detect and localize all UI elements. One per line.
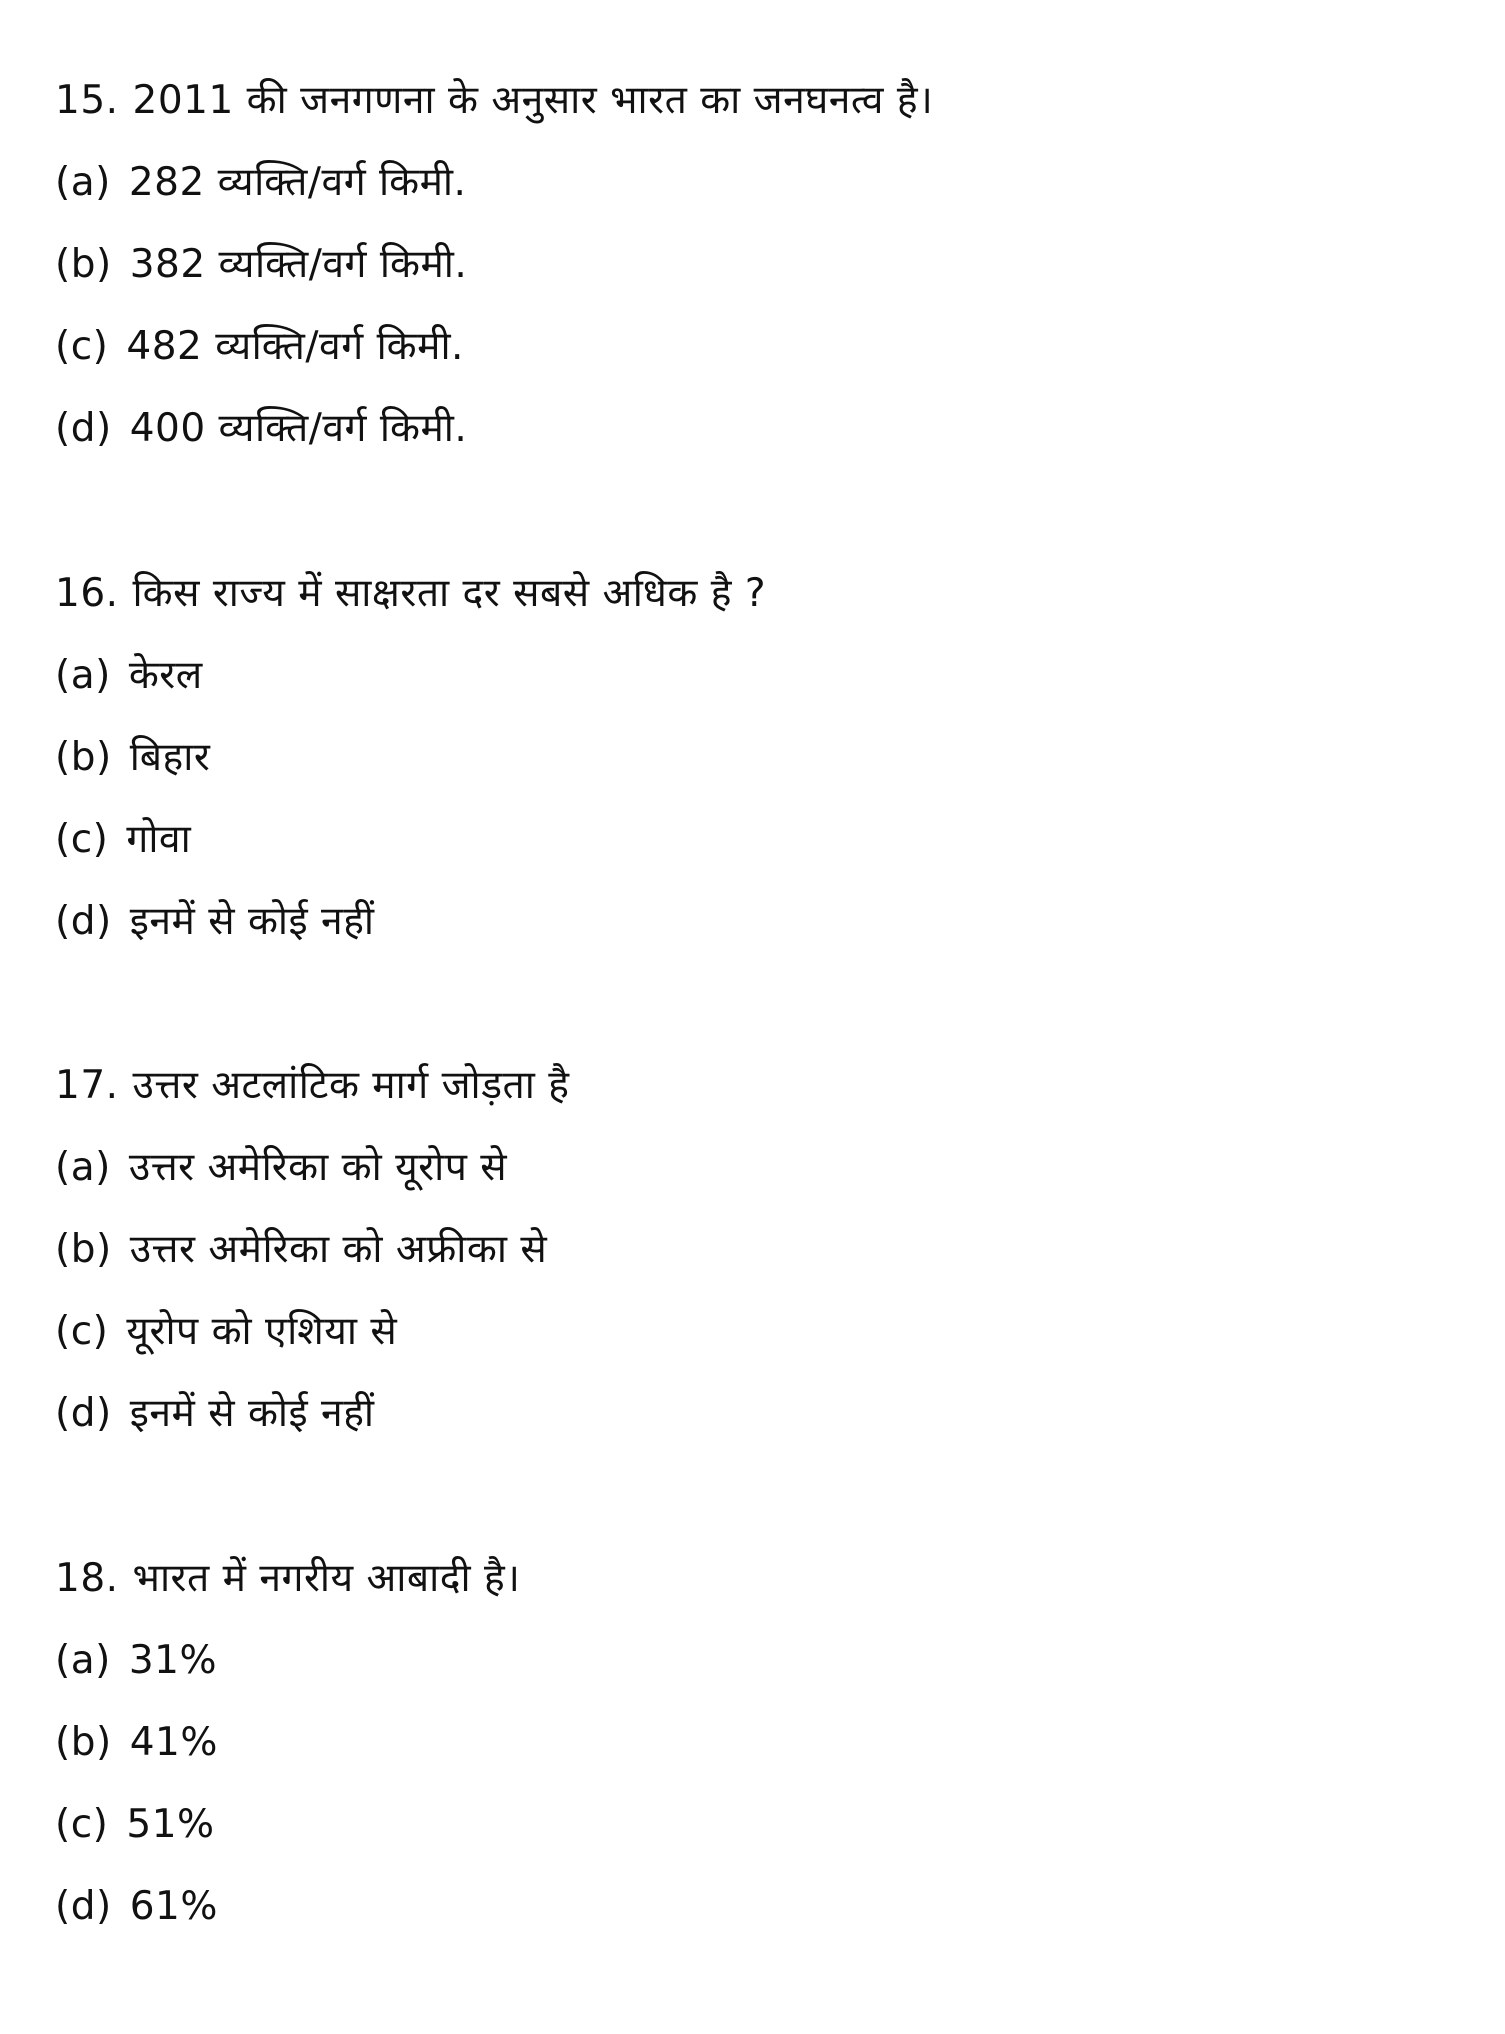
option-text: उत्तर अमेरिका को अफ्रीका से (129, 1227, 548, 1272)
question-text: उत्तर अटलांटिक मार्ग जोड़ता है (132, 1063, 570, 1108)
option-label: (a) (55, 1145, 111, 1190)
option-b (55, 1209, 1455, 1291)
question-number: 16. (55, 571, 119, 616)
option-text: यूरोप को एशिया से (126, 1309, 398, 1354)
option-text: 41% (129, 1720, 218, 1765)
option-d (55, 881, 1455, 963)
option-d (55, 388, 1455, 470)
question-text-line (55, 1538, 1455, 1620)
option-label: (a) (55, 653, 111, 698)
option-d (55, 1866, 1455, 1948)
option-text: 31% (128, 1638, 218, 1683)
option-label: (c) (55, 1802, 109, 1847)
option-d (55, 1373, 1455, 1455)
option-label: (a) (55, 1638, 111, 1683)
option-b (55, 717, 1455, 799)
option-label: (b) (55, 735, 112, 780)
option-text: 282 व्यक्ति/वर्ग किमी. (128, 160, 467, 205)
option-c (55, 306, 1455, 388)
option-text: 51% (126, 1802, 215, 1847)
option-label: (b) (55, 1720, 112, 1765)
question-15 (55, 60, 1455, 470)
option-text: 61% (129, 1884, 218, 1929)
option-a (55, 1620, 1455, 1702)
option-label: (d) (55, 899, 112, 944)
question-text: भारत में नगरीय आबादी है। (132, 1556, 521, 1601)
option-label: (c) (55, 324, 109, 369)
option-label: (c) (55, 1309, 109, 1354)
option-label: (c) (55, 817, 109, 862)
option-a (55, 1127, 1455, 1209)
option-text: बिहार (129, 735, 211, 780)
option-c (55, 799, 1455, 881)
question-number: 17. (55, 1063, 119, 1108)
option-label: (b) (55, 1227, 112, 1272)
option-b (55, 1702, 1455, 1784)
option-text: उत्तर अमेरिका को यूरोप से (128, 1145, 508, 1190)
option-a (55, 635, 1455, 717)
option-label: (d) (55, 406, 112, 451)
option-c (55, 1784, 1455, 1866)
option-text: केरल (128, 653, 203, 698)
option-label: (a) (55, 160, 111, 205)
option-a (55, 142, 1455, 224)
option-b (55, 224, 1455, 306)
option-text: इनमें से कोई नहीं (129, 899, 375, 944)
question-16 (55, 553, 1455, 963)
option-text: गोवा (126, 817, 192, 862)
option-label: (d) (55, 1391, 112, 1436)
question-text-line (55, 60, 1455, 142)
question-17 (55, 1045, 1455, 1455)
option-text: 400 व्यक्ति/वर्ग किमी. (129, 406, 468, 451)
option-text: इनमें से कोई नहीं (129, 1391, 375, 1436)
question-number: 15. (55, 78, 119, 123)
option-text: 382 व्यक्ति/वर्ग किमी. (129, 242, 468, 287)
question-number: 18. (55, 1556, 119, 1601)
question-text: 2011 की जनगणना के अनुसार भारत का जनघनत्व है। (132, 78, 934, 123)
question-18 (55, 1538, 1455, 1948)
option-c (55, 1291, 1455, 1373)
question-text: किस राज्य में साक्षरता दर सबसे अधिक है ? (132, 571, 767, 616)
option-text: 482 व्यक्ति/वर्ग किमी. (126, 324, 464, 369)
question-text-line (55, 553, 1455, 635)
option-label: (b) (55, 242, 112, 287)
option-label: (d) (55, 1884, 112, 1929)
question-text-line (55, 1045, 1455, 1127)
